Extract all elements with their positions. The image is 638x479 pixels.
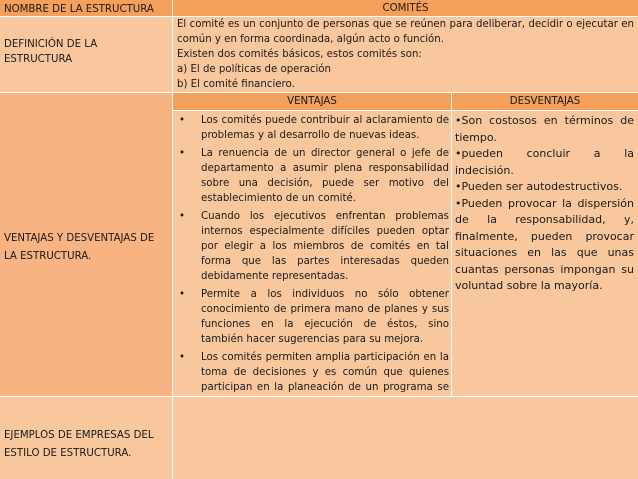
ventajas-list-cell (173, 111, 451, 396)
header-title: COMITÉS (382, 3, 429, 14)
desventajas-list-cell (452, 111, 638, 396)
ventajas-title: VENTAJAS (287, 96, 337, 107)
ventaja-item: • Los comités puede contribuir al aclaramiento de problemas y al desarrollo de nuevas ideas. (179, 115, 449, 141)
header-title-cell (173, 0, 638, 17)
grid-line (0, 92, 638, 93)
definition-item-b: b) El comité financiero. (177, 79, 295, 90)
definition-label: DEFINICIÓN DE LA ESTRUCTURA (4, 39, 98, 65)
bullet-icon: • (179, 115, 186, 126)
definition-item-a: a) El de políticas de operación (177, 64, 332, 75)
desventaja-item: •Son costosos en términos de tiempo. (455, 114, 634, 144)
advantages-label: VENTAJAS Y DESVENTAJAS DE LA ESTRUCTURA. (4, 233, 155, 262)
ventajas-title-cell (173, 93, 451, 110)
definition-text-cell (173, 17, 638, 92)
bullet-icon: • (179, 289, 186, 300)
desventaja-item: •pueden concluir a la indecisión. (455, 147, 634, 177)
header-label: NOMBRE DE LA ESTRUCTURA (4, 4, 154, 15)
ventaja-item: • La renuencia de un director general o jefe de departamento a asumir plena responsabilidad sobre una decisión, puede ser motivo del establecimiento de un comité. (179, 148, 449, 204)
ventaja-item: • Permite a los individuos no sólo obtener conocimiento de primera mano de planes y sus funciones en la ejecución de éstos, sino también hacer sugerencias para su mejora. (179, 289, 449, 345)
definition-label-cell (0, 17, 172, 92)
bullet-icon: • (179, 148, 186, 159)
ventaja-item: • Cuando los ejecutivos enfrentan problemas internos especialmente difíciles pueden optar por elegir a los miembros de comités en tal forma que las partes interesadas queden debidamente representadas. (179, 211, 449, 282)
bullet-icon: • (179, 211, 186, 222)
desventaja-item: •Pueden provocar la dispersión de la responsabilidad, y, finalmente, pueden provocar situaciones en las que unas cuantas personas impongan su voluntad sobre la mayoría. (455, 196, 634, 292)
advantages-label-cell (0, 93, 172, 396)
grid-line (172, 0, 173, 479)
bullet-icon: • (179, 352, 186, 363)
desventajas-title: DESVENTAJAS (509, 96, 581, 107)
desventaja-item: •Pueden ser autodestructivos. (455, 180, 623, 193)
examples-label-cell (0, 397, 172, 479)
ventaja-item: • Los comités permiten amplia participación en la toma de decisiones y es común que quienes participan en la planeación de un programa se (179, 352, 449, 393)
examples-label: EJEMPLOS DE EMPRESAS DEL ESTILO DE ESTRUCTURA. (4, 430, 154, 459)
grid-line (0, 16, 638, 17)
desventajas-title-cell (452, 93, 638, 110)
header-label-cell (0, 0, 172, 17)
examples-content-cell (173, 397, 638, 479)
grid-line (0, 396, 638, 397)
ventajas-list (173, 113, 449, 425)
grid-line (451, 93, 452, 396)
grid-line (173, 110, 638, 111)
definition-text: El comité es un conjunto de personas que se reúnen para deliberar, decidir o ejecutar en común y en forma coordinada, algún acto o función. (177, 19, 634, 45)
definition-subtext: Existen dos comités básicos, estos comités son: (177, 49, 422, 60)
